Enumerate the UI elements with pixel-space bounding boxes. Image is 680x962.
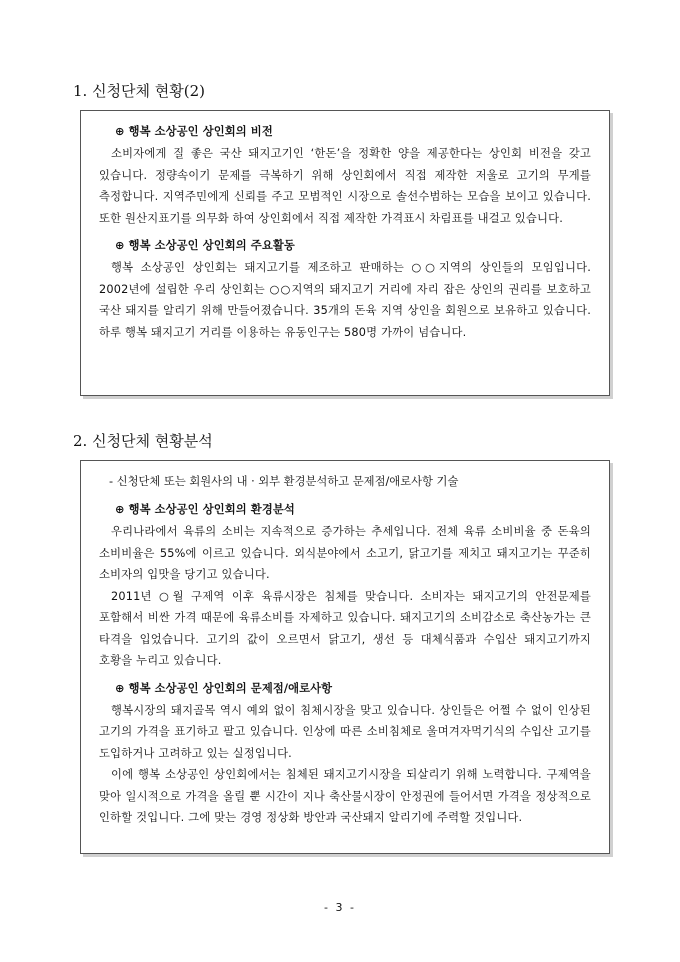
target-bullet-icon: ⊕ [115,681,125,695]
section-2-title: 2. 신청단체 현황분석 [73,432,213,450]
problems-paragraph: 이에 행복 소상공인 상인회에서는 침체된 돼지고기시장을 되살리기 위해 노력합니다. 구제역을 맞아 일시적으로 가격을 올릴 뿐 시간이 지나 축산물시장이 안정권에 들어서면 가격을 정상적으로 인하할 것입니다. 그에 맞는 경영 정상화 방안과 국산돼지 알리기에 주력할 것입니다. [99,768,591,824]
section-2-box [80,460,610,854]
section-1-box [80,110,610,396]
environment-heading: 행복 소상공인 상인회의 환경분석 [128,503,295,516]
target-bullet-icon: ⊕ [115,125,125,138]
block-heading [115,123,591,140]
vision-paragraph: 소비자에게 질 좋은 국산 돼지고기인 ‘한돈’을 정확한 양을 제공한다는 상인회 비전을 갖고 있습니다. 정량속이기 문제를 극복하기 위해 상인회에서 직접 제작한 저울로 고기의 무게를 측정합니다. 지역주민에게 신뢰를 주고 모범적인 시장으로 솔선수범하는 모습을 보이고 있습니다. 또한 원산지표기를 의무화 하여 상인회에서 직접 제작한 가격표시 차림표를 내걸고 있습니다. [99,147,591,225]
block-heading [115,237,591,254]
block-heading [115,680,591,697]
section-1-title: 1. 신청단체 현황(2) [73,82,206,100]
activities-paragraph: 행복 소상공인 상인회는 돼지고기를 제조하고 판매하는 ○○지역의 상인들의 모임입니다. 2002년에 설립한 우리 상인회는 ○○지역의 돼지고기 거리에 자리 잡은 상인의 권리를 보호하고 국산 돼지를 알리기 위해 만들어졌습니다. 35개의 돈육 지역 상인을 회원으로 보유하고 있습니다. 하루 행복 돼지고기 거리를 이용하는 유동인구는 580명 가까이 넘습니다. [99,261,591,339]
activities-heading: 행복 소상공인 상인회의 주요활동 [128,239,295,252]
instruction-note: - 신청단체 또는 회원사의 내 · 외부 환경분석하고 문제점/애로사항 기술 [109,475,459,488]
block-heading [115,501,591,518]
problems-heading: 행복 소상공인 상인회의 문제점/애로사항 [128,681,333,695]
target-bullet-icon: ⊕ [115,503,125,516]
environment-paragraph: 2011년 ○월 구제역 이후 육류시장은 침체를 맞습니다. 소비자는 돼지고기의 안전문제를 포함해서 비싼 가격 때문에 육류소비를 자제하고 있습니다. 돼지고기의 소비감소로 축산농가는 큰 타격을 입었습니다. 고기의 값이 오르면서 닭고기, 생선 등 대체식품과 수입산 돼지고기까지 호황을 누리고 있습니다. [99,589,591,667]
target-bullet-icon: ⊕ [115,239,125,252]
problems-paragraph: 행복시장의 돼지골목 역시 예외 없이 침체시장을 맞고 있습니다. 상인들은 어쩔 수 없이 인상된 고기의 가격을 표기하고 팔고 있습니다. 인상에 따른 소비침체로 울며겨자먹기식의 수입산 고기를 도입하거나 고려하고 있는 실정입니다. [99,703,591,760]
page-number: - 3 - [324,901,356,914]
vision-heading: 행복 소상공인 상인회의 비전 [128,125,273,138]
environment-paragraph: 우리나라에서 육류의 소비는 지속적으로 증가하는 추세입니다. 전체 육류 소비비율 중 돈육의 소비비율은 55%에 이르고 있습니다. 외식분야에서 소고기, 닭고기를 제치고 돼지고기는 꾸준히 소비자의 입맛을 당기고 있습니다. [99,525,591,581]
